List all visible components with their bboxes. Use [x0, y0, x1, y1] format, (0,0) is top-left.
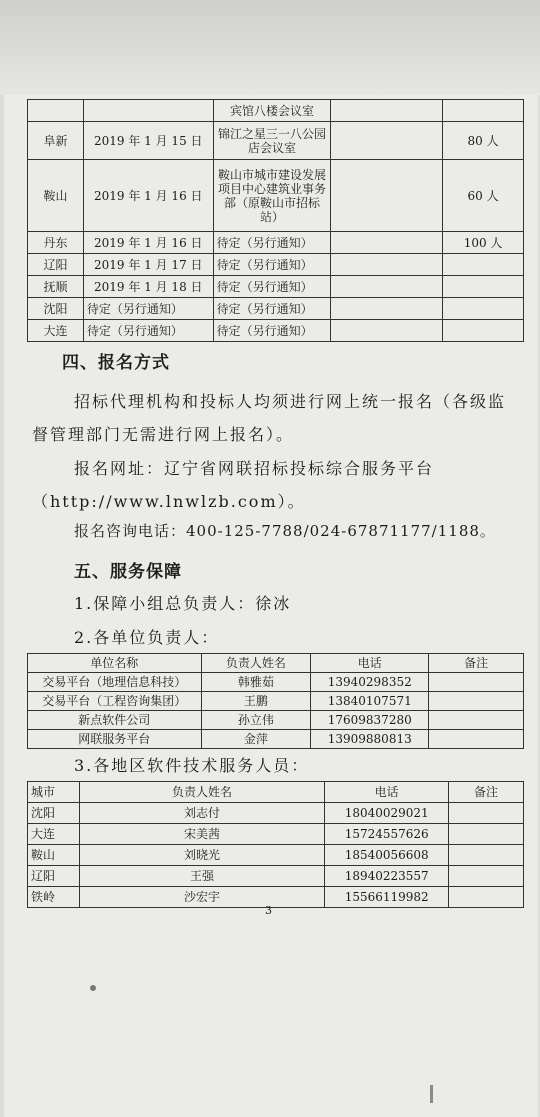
table-row: 网联服务平台 金萍 13909880813 [28, 730, 524, 749]
page-shadow [0, 0, 540, 95]
table-row: 沈阳 刘志付 18040029021 [28, 803, 524, 824]
unit-contact-table [27, 653, 524, 749]
table-row: 铁岭 沙宏宇 15566119982 [28, 887, 524, 908]
table-row: 丹东 2019 年 1 月 16 日 待定（另行通知） 100 人 [28, 232, 524, 254]
body-paragraph: 1.保障小组总负责人：徐冰 [74, 594, 292, 613]
table-row: 宾馆八楼会议室 [28, 100, 524, 122]
body-paragraph: 2.各单位负责人： [74, 628, 220, 647]
body-paragraph: 报名网址：辽宁省网联招标投标综合服务平台（http://www.lnwlzb.com）。 [32, 459, 435, 511]
page-number: 3 [265, 904, 272, 917]
table-row: 交易平台（工程咨询集团） 王鹏 13840107571 [28, 692, 524, 711]
section-heading: 四、报名方式 [62, 353, 170, 373]
table-header-row: 单位名称 负责人姓名 电话 备注 [28, 654, 524, 673]
tech-support-table [27, 781, 524, 908]
venue-table [27, 99, 524, 342]
table-row: 鞍山 刘晓光 18540056608 [28, 845, 524, 866]
table-header-row: 城市 负责人姓名 电话 备注 [28, 782, 524, 803]
table-row: 大连 待定（另行通知） 待定（另行通知） [28, 320, 524, 342]
table-row: 新点软件公司 孙立伟 17609837280 [28, 711, 524, 730]
section-heading: 五、服务保障 [74, 562, 182, 582]
table-row: 抚顺 2019 年 1 月 18 日 待定（另行通知） [28, 276, 524, 298]
body-paragraph: 招标代理机构和投标人均须进行网上统一报名（各级监督管理部门无需进行网上报名）。 [32, 392, 507, 444]
table-row: 大连 宋美茜 15724557626 [28, 824, 524, 845]
table-row: 阜新 2019 年 1 月 15 日 锦江之星三一八公园店会议室 80 人 [28, 122, 524, 160]
paper-speck [90, 985, 96, 991]
body-paragraph: 3.各地区软件技术服务人员： [74, 756, 310, 775]
table-row: 辽阳 2019 年 1 月 17 日 待定（另行通知） [28, 254, 524, 276]
body-paragraph: 报名咨询电话：400-125-7788/024-67871177/1188。 [74, 522, 496, 540]
table-row: 交易平台（地理信息科技） 韩雅茹 13940298352 [28, 673, 524, 692]
table-row: 沈阳 待定（另行通知） 待定（另行通知） [28, 298, 524, 320]
table-row: 鞍山 2019 年 1 月 16 日 鞍山市城市建设发展项目中心建筑业事务部（原鞍山市招标站） 60 人 [28, 160, 524, 232]
paper-mark [430, 1085, 433, 1103]
table-row: 辽阳 王强 18940223557 [28, 866, 524, 887]
